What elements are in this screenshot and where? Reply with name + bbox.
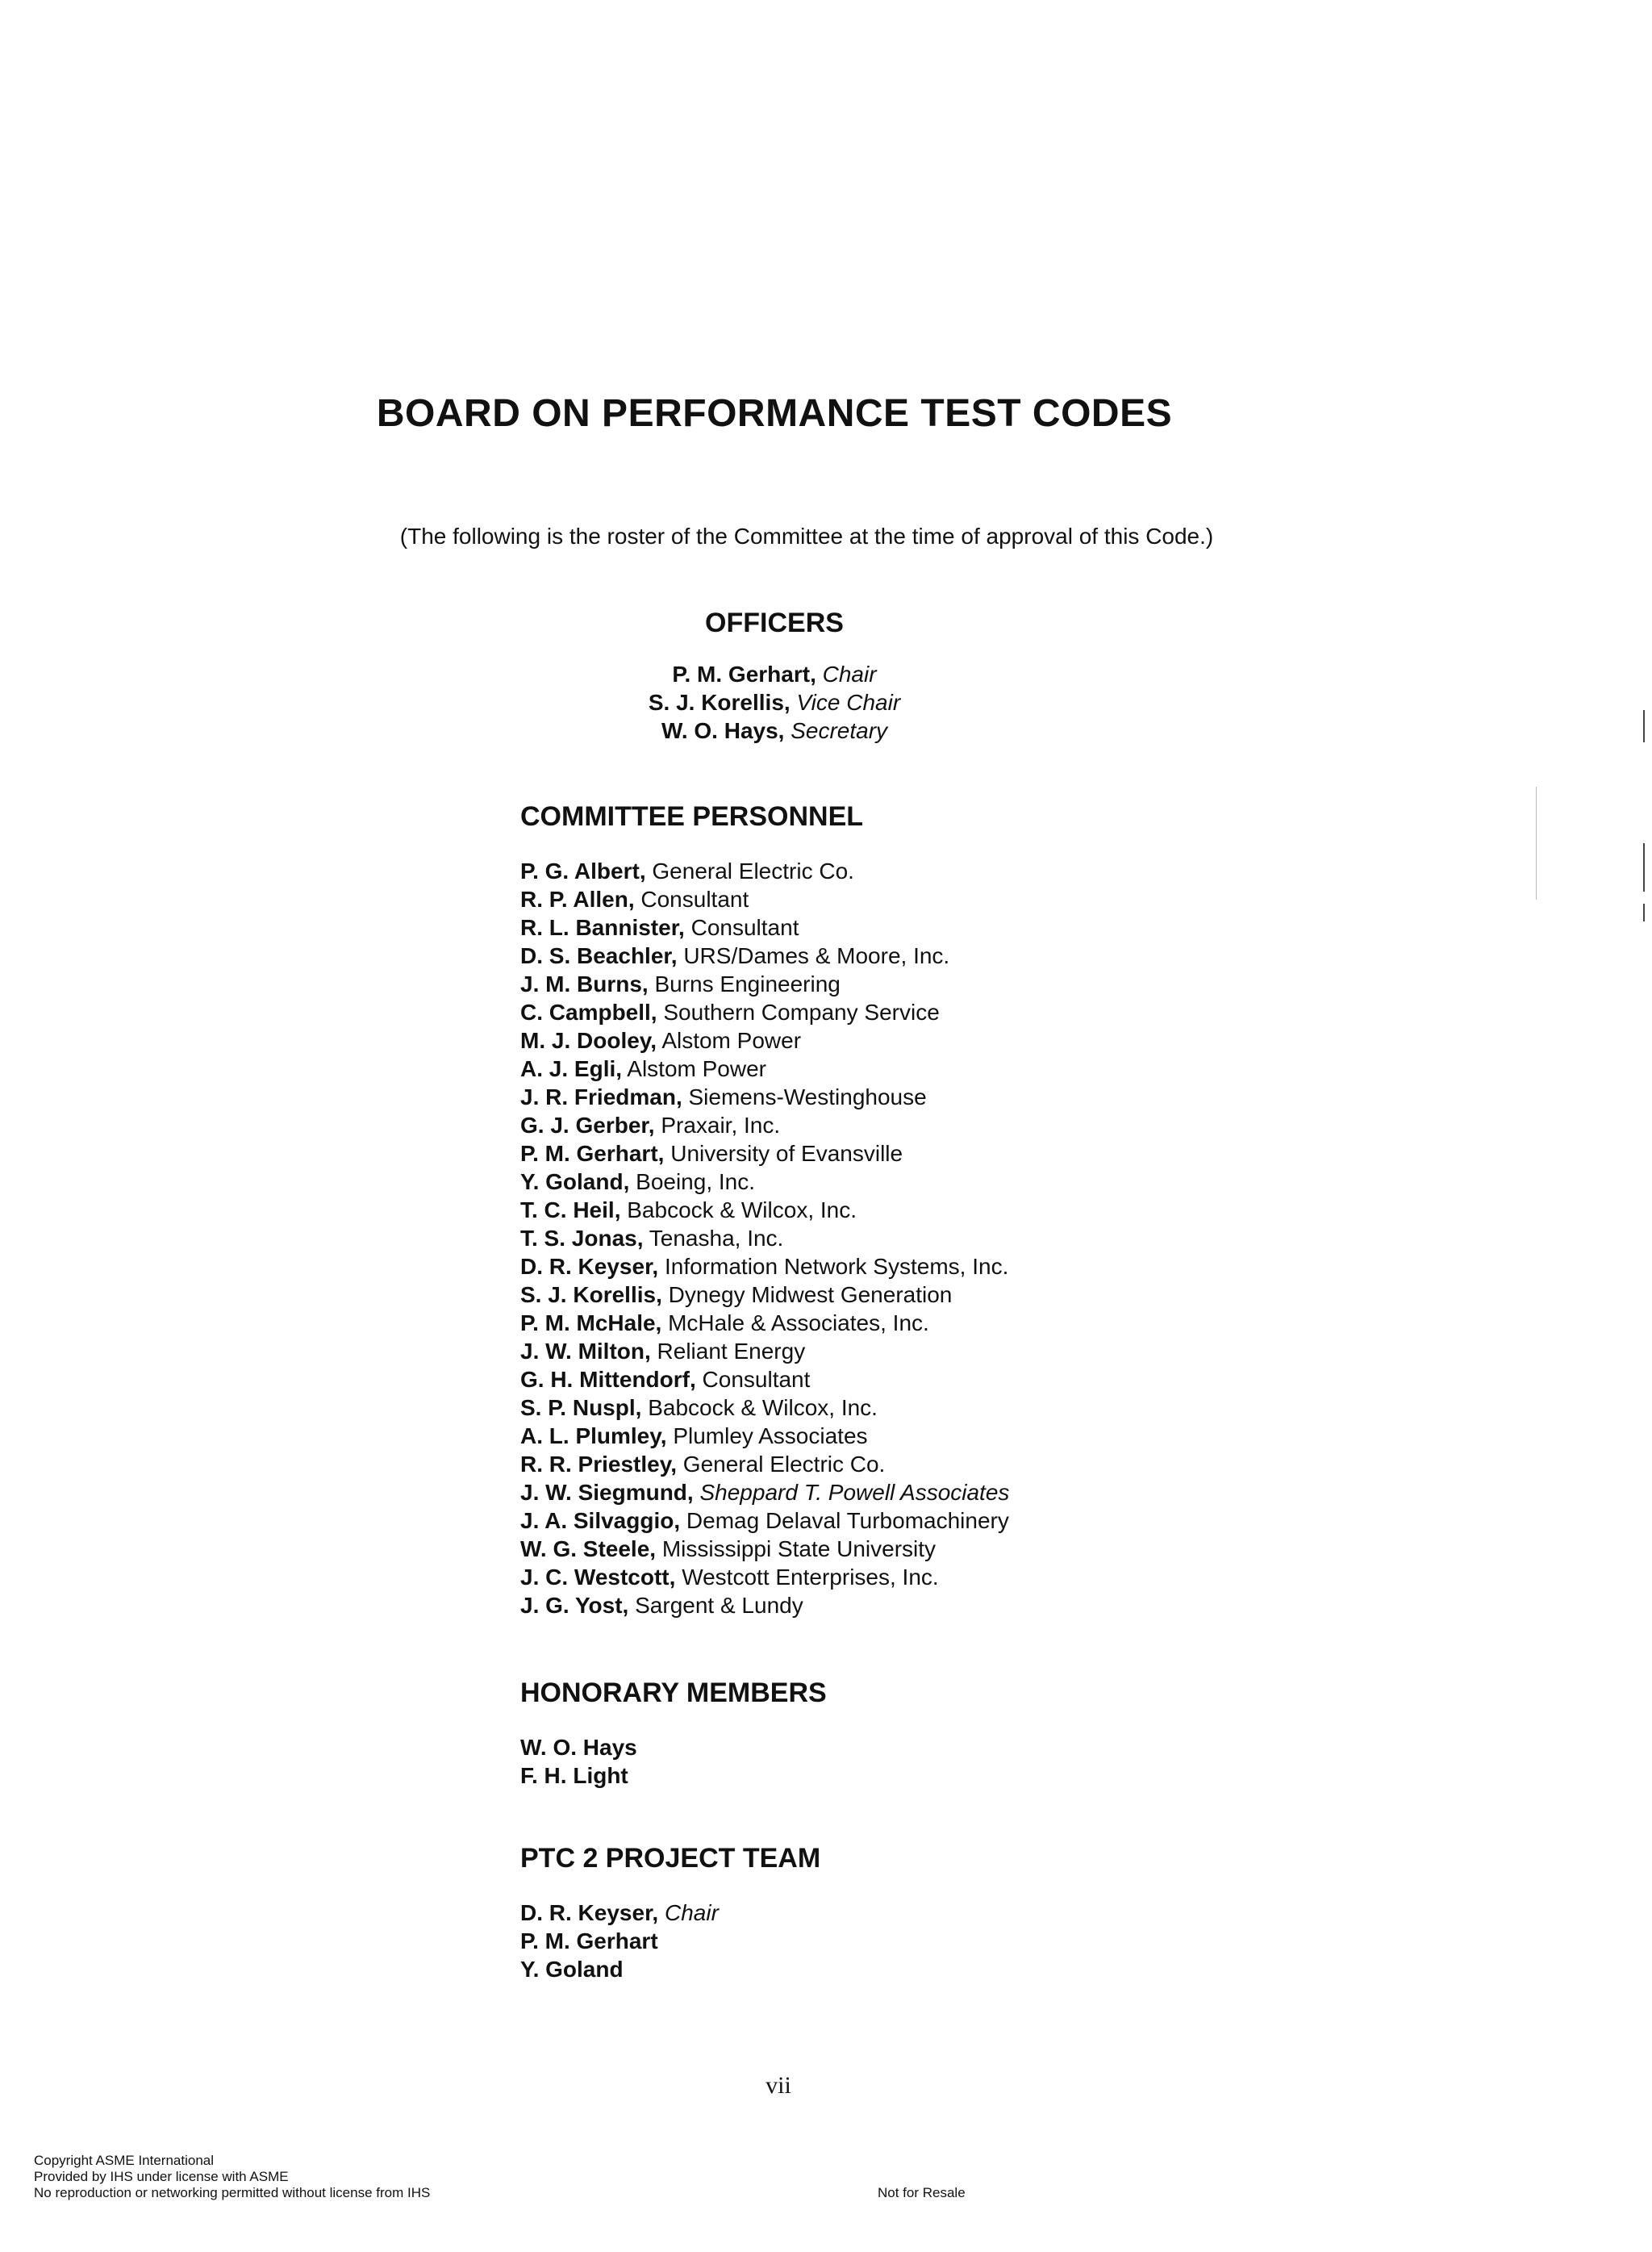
member-row bbox=[520, 1111, 1009, 1139]
member-name: J. R. Friedman, bbox=[520, 1084, 682, 1109]
member-name: D. S. Beachler, bbox=[520, 943, 678, 968]
committee-personnel-heading: COMMITTEE PERSONNEL bbox=[520, 801, 864, 832]
member-row bbox=[520, 1026, 1009, 1055]
member-name: G. J. Gerber, bbox=[520, 1113, 655, 1138]
honorary-members-heading: HONORARY MEMBERS bbox=[520, 1678, 827, 1708]
member-name: S. P. Nuspl, bbox=[520, 1395, 642, 1420]
member-affiliation: Consultant bbox=[690, 915, 799, 940]
member-affiliation: Dynegy Midwest Generation bbox=[668, 1282, 953, 1307]
page-number: vii bbox=[766, 2072, 791, 2099]
officer-name: W. O. Hays, bbox=[661, 718, 785, 743]
member-name: D. R. Keyser, bbox=[520, 1254, 659, 1279]
member-affiliation: Consultant bbox=[702, 1367, 811, 1392]
honorary-member-row bbox=[520, 1733, 637, 1761]
project-team-heading: PTC 2 PROJECT TEAM bbox=[520, 1843, 821, 1874]
member-row bbox=[520, 885, 1009, 913]
member-name: T. S. Jonas, bbox=[520, 1226, 644, 1251]
member-affiliation: Sheppard T. Powell Associates bbox=[699, 1480, 1010, 1505]
project-team-row bbox=[520, 1955, 719, 1983]
member-affiliation: Tenasha, Inc. bbox=[649, 1226, 784, 1251]
member-name: D. R. Keyser, bbox=[520, 1900, 659, 1925]
member-affiliation: Babcock & Wilcox, Inc. bbox=[627, 1197, 857, 1222]
member-name: A. L. Plumley, bbox=[520, 1423, 667, 1448]
member-row bbox=[520, 998, 1009, 1026]
member-row bbox=[520, 913, 1009, 942]
member-affiliation: URS/Dames & Moore, Inc. bbox=[683, 943, 950, 968]
member-row bbox=[520, 1083, 1009, 1111]
member-name: J. W. Milton, bbox=[520, 1339, 651, 1364]
scan-artifact bbox=[1643, 843, 1645, 892]
member-name: M. J. Dooley, bbox=[520, 1028, 657, 1053]
member-affiliation: Babcock & Wilcox, Inc. bbox=[648, 1395, 878, 1420]
officer-row bbox=[0, 717, 1549, 745]
member-row bbox=[520, 1365, 1009, 1393]
member-name: F. H. Light bbox=[520, 1763, 628, 1788]
member-row bbox=[520, 1281, 1009, 1309]
officer-role: Vice Chair bbox=[796, 690, 901, 715]
member-row bbox=[520, 1591, 1009, 1619]
member-name: P. G. Albert, bbox=[520, 859, 646, 884]
member-row bbox=[520, 1055, 1009, 1083]
member-row bbox=[520, 1168, 1009, 1196]
member-affiliation: Mississippi State University bbox=[661, 1536, 937, 1561]
member-affiliation: Alstom Power bbox=[627, 1056, 766, 1081]
member-row bbox=[520, 1139, 1009, 1168]
officer-row bbox=[0, 660, 1549, 688]
member-affiliation: Praxair, Inc. bbox=[661, 1113, 781, 1138]
member-row bbox=[520, 1309, 1009, 1337]
member-name: J. C. Westcott, bbox=[520, 1565, 676, 1590]
member-affiliation: Southern Company Service bbox=[663, 1000, 940, 1025]
member-affiliation: Westcott Enterprises, Inc. bbox=[682, 1565, 939, 1590]
officer-role: Secretary bbox=[791, 718, 888, 743]
member-name: J. A. Silvaggio, bbox=[520, 1508, 681, 1533]
member-name: J. G. Yost, bbox=[520, 1593, 629, 1618]
member-name: W. G. Steele, bbox=[520, 1536, 657, 1561]
member-name: R. L. Bannister, bbox=[520, 915, 685, 940]
member-row bbox=[520, 1224, 1009, 1252]
roster-intro: (The following is the roster of the Committee at the time of approval of this Code.) bbox=[399, 524, 1214, 549]
member-name: G. H. Mittendorf, bbox=[520, 1367, 696, 1392]
scan-artifact bbox=[1643, 904, 1645, 921]
honorary-member-row bbox=[520, 1761, 637, 1790]
footer-line: Provided by IHS under license with ASME bbox=[34, 2169, 289, 2184]
page-title: BOARD ON PERFORMANCE TEST CODES bbox=[376, 392, 1173, 435]
footer-line: Copyright ASME International bbox=[34, 2153, 215, 2168]
member-row bbox=[520, 1450, 1009, 1478]
member-affiliation: Consultant bbox=[640, 887, 749, 912]
member-name: C. Campbell, bbox=[520, 1000, 657, 1025]
member-row bbox=[520, 1422, 1009, 1450]
resale-notice: Not for Resale bbox=[878, 2185, 966, 2200]
member-affiliation: Alstom Power bbox=[661, 1028, 802, 1053]
member-row bbox=[520, 942, 1009, 970]
member-name: J. M. Burns, bbox=[520, 971, 649, 996]
member-affiliation: Sargent & Lundy bbox=[635, 1593, 803, 1618]
member-name: R. R. Priestley, bbox=[520, 1452, 678, 1477]
member-row bbox=[520, 1252, 1009, 1281]
officers-list bbox=[0, 660, 1549, 745]
member-affiliation: Boeing, Inc. bbox=[636, 1169, 756, 1194]
officers-heading: OFFICERS bbox=[705, 608, 844, 638]
member-name: Y. Goland bbox=[520, 1957, 624, 1982]
member-affiliation: Reliant Energy bbox=[657, 1339, 806, 1364]
project-team-row bbox=[520, 1927, 719, 1955]
member-affiliation: Siemens-Westinghouse bbox=[688, 1084, 927, 1109]
member-affiliation: Burns Engineering bbox=[654, 971, 841, 996]
project-team-row bbox=[520, 1899, 719, 1927]
committee-personnel-list bbox=[520, 857, 1009, 1619]
member-name: T. C. Heil, bbox=[520, 1197, 621, 1222]
member-affiliation: McHale & Associates, Inc. bbox=[668, 1310, 929, 1335]
member-row bbox=[520, 1535, 1009, 1563]
footer-line: No reproduction or networking permitted without license from IHS bbox=[34, 2185, 431, 2200]
scan-artifact bbox=[1643, 710, 1645, 742]
copyright-footer bbox=[34, 2153, 430, 2201]
member-row bbox=[520, 1393, 1009, 1422]
member-row bbox=[520, 1478, 1009, 1506]
member-row bbox=[520, 970, 1009, 998]
member-name: P. M. Gerhart bbox=[520, 1928, 658, 1953]
member-affiliation: General Electric Co. bbox=[682, 1452, 886, 1477]
member-row bbox=[520, 857, 1009, 885]
member-row bbox=[520, 1337, 1009, 1365]
member-affiliation: General Electric Co. bbox=[652, 859, 854, 884]
officer-row bbox=[0, 688, 1549, 717]
member-name: P. M. Gerhart, bbox=[520, 1141, 665, 1166]
member-affiliation: Plumley Associates bbox=[673, 1423, 868, 1448]
officer-name: S. J. Korellis, bbox=[648, 690, 791, 715]
member-row bbox=[520, 1563, 1009, 1591]
officer-role: Chair bbox=[822, 662, 877, 687]
member-name: R. P. Allen, bbox=[520, 887, 635, 912]
member-name: J. W. Siegmund, bbox=[520, 1480, 694, 1505]
member-name: Y. Goland, bbox=[520, 1169, 630, 1194]
member-affiliation: University of Evansville bbox=[670, 1141, 903, 1166]
scan-artifact bbox=[1536, 787, 1537, 900]
member-name: S. J. Korellis, bbox=[520, 1282, 662, 1307]
honorary-members-list bbox=[520, 1733, 637, 1790]
member-role: Chair bbox=[664, 1900, 719, 1925]
member-affiliation: Information Network Systems, Inc. bbox=[664, 1254, 1009, 1279]
member-row bbox=[520, 1196, 1009, 1224]
member-name: P. M. McHale, bbox=[520, 1310, 662, 1335]
member-name: A. J. Egli, bbox=[520, 1056, 623, 1081]
member-name: W. O. Hays bbox=[520, 1735, 637, 1760]
project-team-list bbox=[520, 1899, 719, 1983]
officer-name: P. M. Gerhart, bbox=[672, 662, 816, 687]
member-affiliation: Demag Delaval Turbomachinery bbox=[686, 1508, 1009, 1533]
member-row bbox=[520, 1506, 1009, 1535]
